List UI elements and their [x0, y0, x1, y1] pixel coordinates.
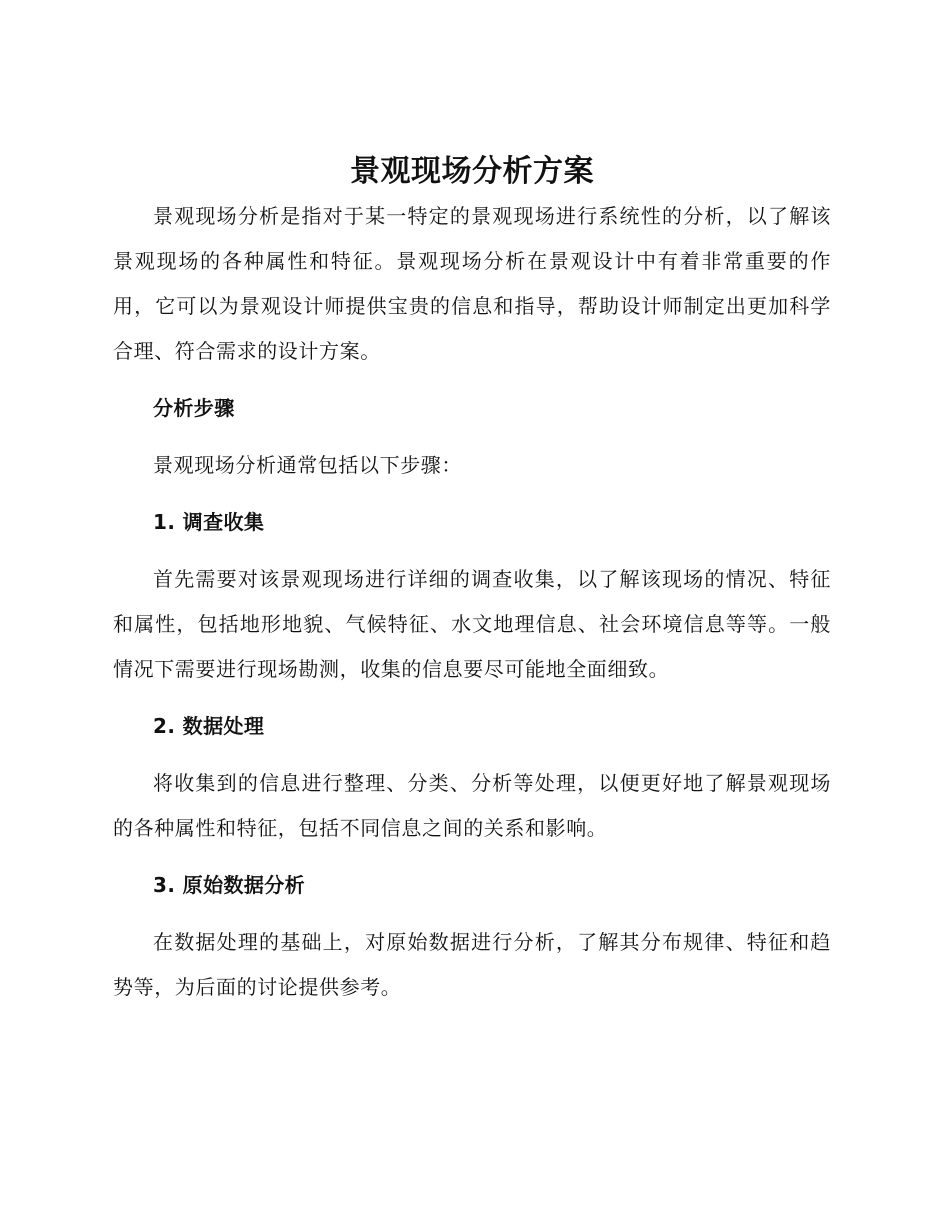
intro-paragraph: 景观现场分析是指对于某一特定的景观现场进行系统性的分析，以了解该景观现场的各种属性和特征。景观现场分析在景观设计中有着非常重要的作用，它可以为景观设计师提供宝贵的信息和指导，帮助设计师制定出更加科学合理、符合需求的设计方案。 — [113, 204, 831, 363]
section-heading-data-processing: 2. 数据处理 — [153, 714, 265, 738]
section-body-raw-data-analysis: 在数据处理的基础上，对原始数据进行分析，了解其分布规律、特征和趋势等，为后面的讨论提供参考。 — [113, 930, 831, 999]
document-page — [113, 150, 831, 1010]
spacer — [113, 749, 831, 761]
spacer — [113, 431, 831, 443]
spacer — [113, 488, 831, 500]
steps-intro-paragraph: 景观现场分析通常包括以下步骤： — [153, 453, 462, 477]
section-body-data-processing: 将收集到的信息进行整理、分类、分析等处理，以便更好地了解景观现场的各种属性和特征，包括不同信息之间的关系和影响。 — [113, 771, 831, 840]
spacer — [113, 545, 831, 557]
section-body-survey: 首先需要对该景观现场进行详细的调查收集，以了解该现场的情况、特征和属性，包括地形地貌、气候特征、水文地理信息、社会环境信息等等。一般情况下需要进行现场勘测，收集的信息要尽可能地全面细致。 — [113, 567, 831, 681]
document-title: 景观现场分析方案 — [350, 154, 594, 189]
steps-heading: 分析步骤 — [153, 396, 235, 420]
spacer — [113, 374, 831, 386]
spacer — [113, 692, 831, 704]
section-heading-raw-data-analysis: 3. 原始数据分析 — [153, 873, 306, 897]
section-heading-survey: 1. 调查收集 — [153, 510, 265, 534]
spacer — [113, 851, 831, 863]
spacer — [113, 908, 831, 920]
